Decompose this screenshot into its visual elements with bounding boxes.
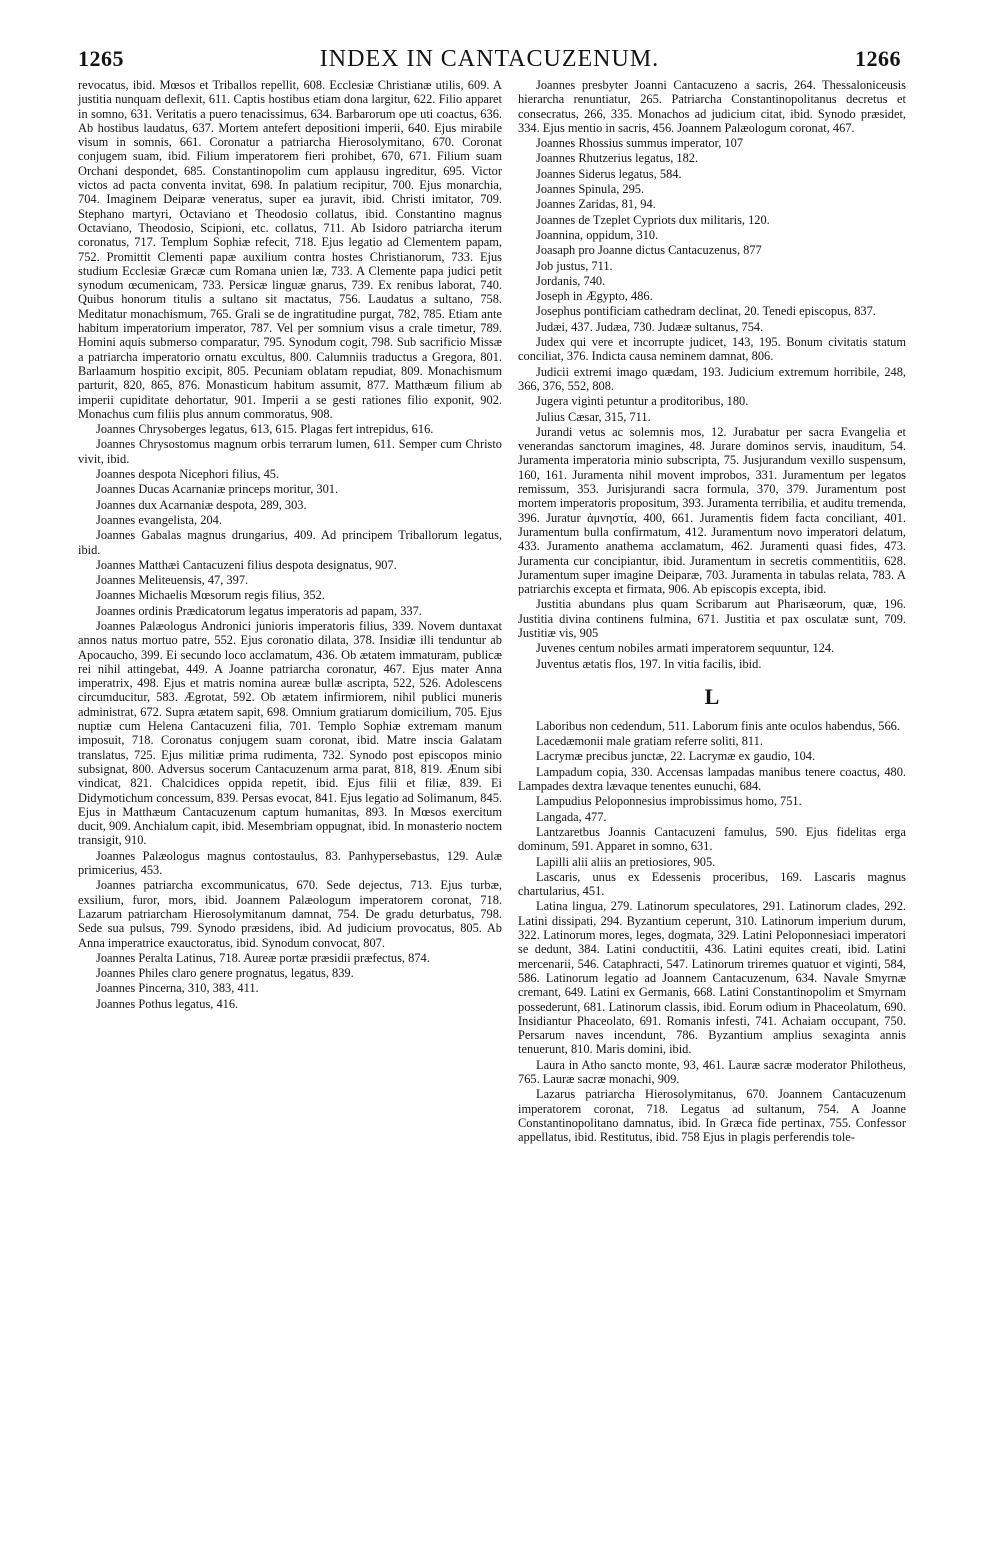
- index-entry: Lapilli alii aliis an pretiosiores, 905.: [536, 854, 716, 869]
- index-entry: Joannes Gabalas magnus drungarius, 409. Ad principem Triballorum legatus, ibid.: [78, 528, 502, 557]
- running-title: INDEX IN CANTACUZENUM.: [319, 46, 660, 72]
- index-entry: Joannes patriarcha excommunicatus, 670. Sede dejectus, 713. Ejus turbæ, exsilium, furor, mors, ibid. Joannem Palæologum imperatorem coronat, 718. Lazarum patriarcham Hierosolymitanum damnat, 754. De gradu deturbatus, 798. Sede sua pulsus, 799. Synodo præsidens, ibid. Ad judicium provocatus, 805. Ab Anna imperatrice exauctoratus, ibid. Synodum convocat, 807.: [78, 878, 502, 950]
- index-entry: Josephus pontificiam cathedram declinat, 20. Tenedi episcopus, 837.: [536, 304, 876, 319]
- index-entry: Lazarus patriarcha Hierosolymitanus, 670. Joannem Cantacuzenum imperatorem coronat, 718. Legatus ad sultanum, 754. A Joanne Constantinopolitano damnatus, ibid. In Græca fide pertinax, 755. Confessor appellatus, ibid. Restitutus, ibid. 758 Ejus in plagis perferendis tole-: [518, 1087, 906, 1145]
- index-entry: Joannes Palæologus Andronici junioris imperatoris filius, 339. Novem duntaxat annos natus mortuo patre, 552. Ejus coronatio dilata, 378. Insidiæ illi tenduntur ab Apocaucho, 399. Ei secundo loco acclamatum, 436. Ob ætatem immaturam, publicæ rei nihil attingebat, 449. A Joanne patriarcha coronatur, 467. Ejus mater Anna imperatrix, 498. Ejus et matris nomina aureæ bullæ ascripta, 522, 526. Adolescens circumducitur, 583. Ægrotat, 592. Ob ætatem infirmiorem, nihil publici muneris administrat, 672. Supra ætatem sapit, 698. Omnium gratiarum domicilium, 705. Ejus nuptiæ cum Helena Cantacuzeni filia, 701. Templo Sophiæ extremam manum imposuit, 718. Coronatus conjugem suam coronat, ibid. Matre inscia Galatam translatus, 725. Ejus militiæ prima rudimenta, 732. Synodo post episcopos minio subsignat, 800. Adversus socerum Cantacuzenum arma parat, 818, 819. Ænum sibi vindicat, 821. Chalcidices oppida repetit, ibid. Ejus filii et filiæ, 839. Ei Didymotichum concessum, 839. Persas evocat, 841. Ejus legatio ad Solimanum, 845. Ejus in Matthæum Cantacuzenum captum humanitas, 893. In Mœsos exercitum ducit, 909. Anchialum capit, ibid. Mesembriam oppugnat, ibid. In monasterio noctem transigit, 910.: [78, 618, 502, 848]
- index-entry: Latina lingua, 279. Latinorum speculatores, 291. Latinorum clades, 292. Latini dissipati, 294. Byzantium ceperunt, 310. Latinorum imperium durum, 322. Latinorum mores, leges, dogmata, 329. Latini Peloponnesiaci imperatori se dedunt, 384. Latini conductitii, 436. Latini equites creati, ibid. Latini mercenarii, 546. Cataphracti, 547. Latinorum triremes quatuor et viginti, 584, 586. Latinorum legatio ad Joannem Cantacuzenum, 634. Navale Smyrnæ cremant, 649. Latini ex Germanis, 668. Latini Constantinopolim et Smyrnam possederunt, 681. Latinorum classis, ibid. Eorum odium in Phaceolatum, 690. Insidiantur Phaceolato, 691. Romanis infesti, 741. Achaiam occupant, 750. Persarum naves incendunt, 786. Byzantium amplius sexaginta annis tenuerunt, 810. Maris domini, ibid.: [518, 899, 906, 1057]
- index-entry: Joannes dux Acarnaniæ despota, 289, 303.: [96, 497, 307, 512]
- index-entry: Joannes Meliteuensis, 47, 397.: [96, 573, 249, 588]
- index-entry: Julius Cæsar, 315, 711.: [536, 409, 651, 424]
- index-entry: Joannes Zaridas, 81, 94.: [536, 197, 656, 212]
- index-entry: Laura in Atho sancto monte, 93, 461. Lauræ sacræ moderator Philotheus, 765. Lauræ sacræ monachi, 909.: [518, 1057, 906, 1086]
- index-entry: Lantzaretbus Joannis Cantacuzeni famulus, 590. Ejus fidelitas erga dominum, 591. Apparet in somno, 631.: [518, 824, 906, 854]
- index-entry: Joannes Philes claro genere prognatus, legatus, 839.: [96, 966, 354, 981]
- right-column: [518, 78, 906, 1145]
- index-entry: Joannes Peralta Latinus, 718. Aureæ portæ præsidii præfectus, 874.: [96, 950, 430, 965]
- index-entry: revocatus, ibid. Mœsos et Triballos repellit, 608. Ecclesiæ Christianæ utilis, 609. A justitia nunquam deflexit, 611. Captis hostibus etiam dona largitur, 622. Filio apparet in somno, 631. Veritatis a puero tenacissimus, 634. Barbarorum ope uti coactus, 636. Ab hostibus laudatus, 637. Mortem antefert depositioni imperii, 640. Ejus mirabile visum in somnis, 661. Coronatur a patriarcha Hierosolymitano, 670. Coronat conjugem suam, ibid. Filium imperatorem fieri prohibet, 670, 671. Filium suam Orchani despondet, 685. Constantinopolim cum applausu ingreditur, 695. Victor victos ad pacta conventa invitat, 698. In palatium recipitur, 700. Ejus monarchia, 704. Imaginem Deiparæ veneratus, super ea juravit, ibid. Christi imitator, 709. Stephano martyri, Octaviano et Theodosio collatus, ibid. Constantino magnus Octaviano, Theodosio, Scipioni, etc. collatus, 711. Ab Isidoro patriarcha iterum coronatus, 717. Templum Sophiæ refecit, 718. Ejus legatio ad Clementem papam, 752. Promittit Clementi papæ auxilium contra hostes Christianorum, 733. Ejus studium Ecclesiæ Græcæ cum Romana unien læ, 733. A Clemente papa judici petit synodum œcumenicam, 733. Persicæ linguæ gnarus, 739. Ex renibus laborat, 740. Quibus honorum titulis a sultano sit mactatus, 756. Laudatus a sultano, 758. Meditatur monachismum, 765. Grali se de ingratitudine purgat, 782, 785. Etiam ante habitum imperatorium imperator, 787. Vel per somnium visus a crale timetur, 789. Homini aquis submerso comparatur, 795. Synodum cogit, 798. Sub sacrificio Missæ a patriarcha imperatorio ornatu excultus, 800. Calumniis traductus a Gregora, 801. Barlaamum hospitio excipit, 805. Pecuniam oblatam repudiat, 809. Monachismum parturit, 820, 865, 876. Monasticum habitum assumit, 877. Matthæum filium ab imperii cupiditate dehortatur, 901. Imperii a se gesti rationes filio exponit, 902. Monachus cum filiis plus annum commoratus, 908.: [78, 78, 502, 421]
- page-header: [78, 46, 901, 76]
- page-number-right: 1266: [855, 46, 901, 71]
- index-entry: Lacrymæ precibus junctæ, 22. Lacrymæ ex gaudio, 104.: [536, 749, 816, 764]
- index-entry: Joannina, oppidum, 310.: [536, 227, 659, 242]
- index-entry: Joasaph pro Joanne dictus Cantacuzenus, 877: [536, 243, 762, 258]
- index-entry: Joannes presbyter Joanni Cantacuzeno a sacris, 264. Thessaloniceusis hierarcha renuntiatur, 265. Patriarcha Constantinopolitanus decretus et consecratus, 266, 335. Monachos ad judicium citat, ibid. Synodo præsidet, 334. Ejus mentio in sacris, 456. Joannem Palæologum coronat, 467.: [518, 78, 906, 135]
- index-entry: Lacedæmonii male gratiam referre soliti, 811.: [536, 734, 763, 749]
- index-entry: Judæi, 437. Judæa, 730. Judææ sultanus, 754.: [536, 319, 764, 334]
- index-entry: Joannes ordinis Prædicatorum legatus imperatoris ad papam, 337.: [96, 603, 422, 618]
- index-entry: Judicii extremi imago quædam, 193. Judicium extremum horribile, 248, 366, 376, 552, 808.: [518, 364, 906, 393]
- index-entry: Joannes Ducas Acarnaniæ princeps moritur, 301.: [96, 482, 339, 497]
- index-entry: Joannes Rhutzerius legatus, 182.: [536, 151, 699, 166]
- index-entry: Jurandi vetus ac solemnis mos, 12. Jurabatur per sacra Evangelia et venerandas sanctorum imagines, 48. Jurare dominos servis, inauditum, 54. Juramenta imperatoria minio subscripta, 75. Jusjurandum vexillo suspensum, 160, 161. Juramenta nihil movent improbos, 331. Juramentum per legatos remissum, 353. Jurisjurandi sacra formula, 370, 379. Juramentum post mortem imperatoris propositum, 393. Juramenta terribilia, et auditu tremenda, 396. Juratur ἀμνηστία, 400, 661. Juramentis fidem facta conciliant, 401. Juramentum bulla confirmatum, 412. Juramentum novo imperatori delatum, 433. Juramento anathema acclamatum, 462. Juramenti quasi fides, 473. Juramenta cur concipiantur, ibid. Juramentum in secretis commentitiis, 628. Juramentum super imagine Deiparæ, 703. Juramenta in tabulas relata, 783. A patriarchis excepta et firmata, 906. Ab episcopis excepta, ibid.: [518, 424, 906, 597]
- index-entry: Langada, 477.: [536, 809, 607, 824]
- index-entry: Lampudius Peloponnesius improbissimus homo, 751.: [536, 794, 802, 809]
- index-entry: Joannes Spinula, 295.: [536, 182, 645, 197]
- index-entry: Joseph in Ægypto, 486.: [536, 289, 653, 304]
- index-entry: Joannes de Tzeplet Cypriots dux militaris, 120.: [536, 212, 770, 227]
- index-entry: Judex qui vere et incorrupte judicet, 143, 195. Bonum civitatis statum conciliat, 376. Indicta causa neminem damnat, 806.: [518, 335, 906, 364]
- index-entry: Job justus, 711.: [536, 258, 613, 273]
- index-entry: Juvenes centum nobiles armati imperatorem sequuntur, 124.: [536, 641, 835, 656]
- index-entry: Joannes evangelista, 204.: [96, 512, 222, 527]
- index-entry: Joannes Michaelis Mœsorum regis filius, 352.: [96, 588, 325, 603]
- index-entry: Joannes Siderus legatus, 584.: [536, 166, 682, 181]
- index-entry: Joannes Rhossius summus imperator, 107: [536, 136, 744, 151]
- left-column: [78, 78, 502, 1012]
- index-entry: Jugera viginti petuntur a proditoribus, 180.: [536, 394, 749, 409]
- index-entry: Joannes Chrysostomus magnum orbis terrarum lumen, 611. Semper cum Christo vivit, ibid.: [78, 437, 502, 466]
- section-letter-heading: L: [704, 683, 720, 709]
- index-entry: Juventus ætatis flos, 197. In vitia facilis, ibid.: [536, 656, 762, 671]
- index-entry: Laboribus non cedendum, 511. Laborum finis ante oculos habendus, 566.: [536, 718, 900, 733]
- page-number-left: 1265: [78, 46, 124, 71]
- index-entry: Lascaris, unus ex Edessenis proceribus, 169. Lascaris magnus chartularius, 451.: [518, 869, 906, 899]
- index-entry: Joannes despota Nicephori filius, 45.: [96, 467, 280, 482]
- index-entry: Jordanis, 740.: [536, 273, 606, 288]
- index-entry: Joannes Pothus legatus, 416.: [96, 996, 239, 1011]
- index-entry: Joannes Palæologus magnus contostaulus, 83. Panhypersebastus, 129. Aulæ primicerius, 453.: [78, 848, 502, 878]
- index-entry: Joannes Matthæi Cantacuzeni filius despota designatus, 907.: [96, 557, 397, 572]
- index-entry: Lampadum copia, 330. Accensas lampadas manibus tenere coactus, 480. Lampades dextra lævaque tenentes eunuchi, 684.: [518, 764, 906, 794]
- index-entry: Joannes Pincerna, 310, 383, 411.: [96, 981, 259, 996]
- index-entry: Justitia abundans plus quam Scribarum aut Pharisæorum, quæ, 196. Justitia divina continens fulmina, 671. Justitia et pax osculatæ sunt, 709. Justitiæ vis, 905: [518, 597, 906, 640]
- index-entry: Joannes Chrysoberges legatus, 613, 615. Plagas fert intrepidus, 616.: [96, 422, 434, 437]
